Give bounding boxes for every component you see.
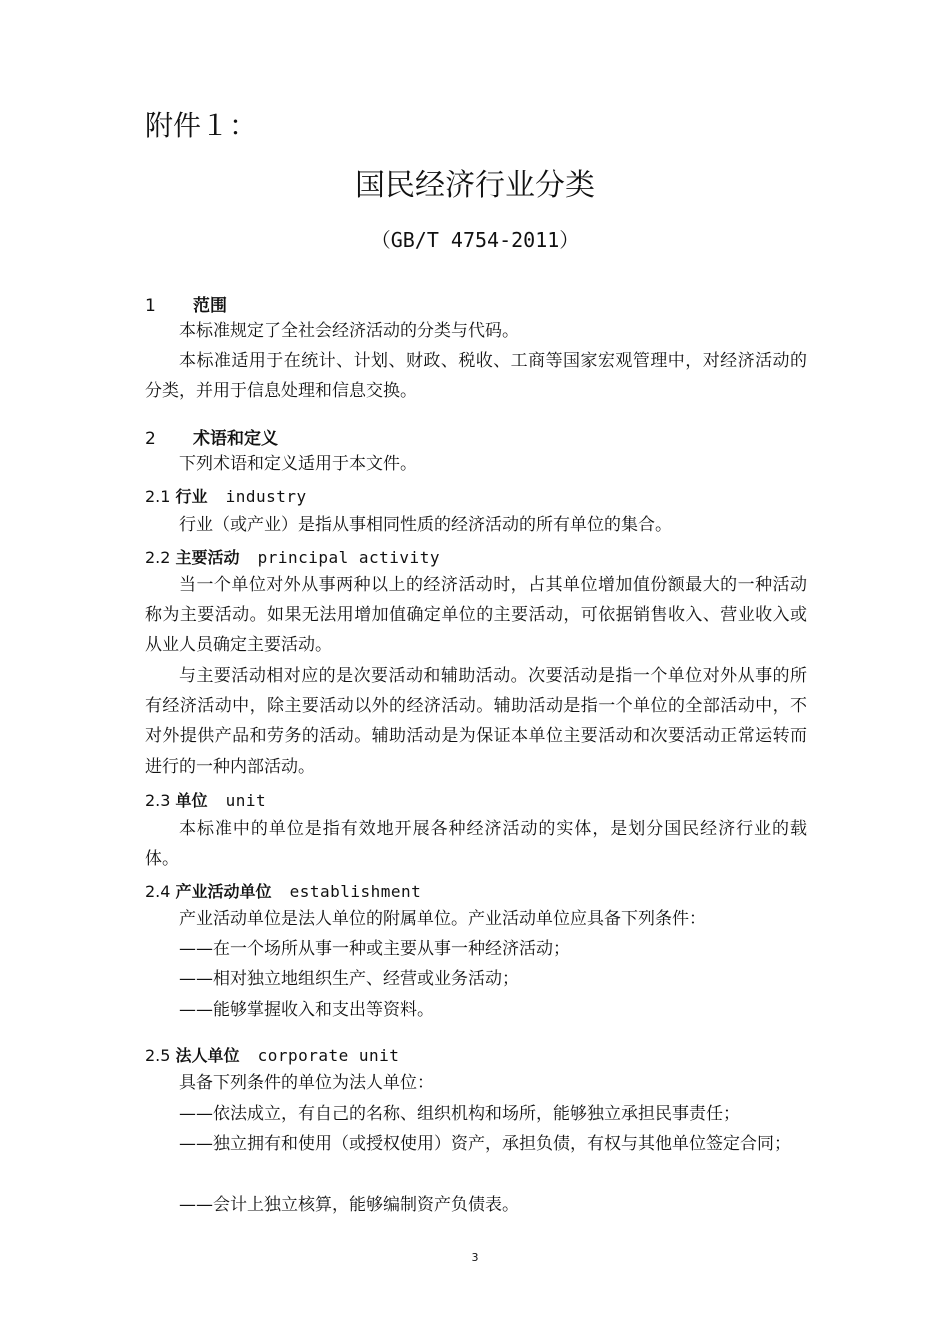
paragraph: 下列术语和定义适用于本文件。 (179, 454, 417, 474)
term-number: 2.3 (145, 791, 171, 810)
list-item: ——在一个场所从事一种或主要从事一种经济活动； (179, 939, 570, 959)
list-item: ——依法成立，有自己的名称、组织机构和场所，能够独立承担民事责任； (179, 1104, 740, 1124)
paragraph: 当一个单位对外从事两种以上的经济活动时，占其单位增加值份额最大的一种活动称为主要活动。如果无法用增加值确定单位的主要活动，可依据销售收入、营业收入或从业人员确定主要活动。 (145, 575, 807, 656)
section-number: 1 (145, 296, 156, 316)
document-title: 国民经济行业分类 (355, 168, 595, 203)
section-title: 范围 (193, 296, 227, 316)
list-item: ——能够掌握收入和支出等资料。 (179, 1000, 434, 1020)
term-heading-corporate-unit (145, 1043, 399, 1066)
section-1-heading (145, 291, 227, 316)
paragraph: 本标准适用于在统计、计划、财政、税收、工商等国家宏观管理中，对经济活动的分类，并用于信息处理和信息交换。 (145, 351, 807, 402)
term-number: 2.4 (145, 882, 171, 901)
term-cn: 行业 (175, 487, 208, 506)
term-cn: 产业活动单位 (175, 882, 272, 901)
paragraph: 本标准规定了全社会经济活动的分类与代码。 (179, 321, 519, 341)
term-number: 2.2 (145, 548, 171, 567)
term-heading-industry (145, 484, 307, 507)
term-heading-principal-activity (145, 545, 440, 568)
term-en: industry (225, 487, 307, 506)
paragraph: 行业（或产业）是指从事相同性质的经济活动的所有单位的集合。 (179, 515, 672, 535)
term-cn: 主要活动 (175, 548, 240, 567)
section-number: 2 (145, 429, 156, 449)
term-heading-establishment (145, 879, 421, 902)
section-title: 术语和定义 (193, 429, 278, 449)
paragraph: 具备下列条件的单位为法人单位： (179, 1073, 434, 1093)
term-en: principal activity (257, 548, 440, 567)
attachment-label: 附件１： (145, 109, 258, 142)
term-cn: 单位 (175, 791, 208, 810)
list-item: ——相对独立地组织生产、经营或业务活动； (179, 969, 519, 989)
list-item: ——会计上独立核算，能够编制资产负债表。 (179, 1195, 519, 1215)
page-number: 3 (471, 1251, 479, 1264)
paragraph: 与主要活动相对应的是次要活动和辅助活动。次要活动是指一个单位对外从事的所有经济活动中，除主要活动以外的经济活动。辅助活动是指一个单位的全部活动中，不对外提供产品和劳务的活动。辅助活动是为保证本单位主要活动和次要活动正常运转而进行的一种内部活动。 (145, 666, 807, 777)
term-en: corporate unit (257, 1046, 400, 1065)
standard-code: （GB/T 4754-2011） (370, 228, 580, 252)
list-item: ——独立拥有和使用（或授权使用）资产，承担负债，有权与其他单位签定合同； (179, 1134, 791, 1154)
term-en: unit (225, 791, 267, 810)
term-number: 2.1 (145, 487, 171, 506)
term-number: 2.5 (145, 1046, 171, 1065)
term-en: establishment (289, 882, 422, 901)
paragraph: 产业活动单位是法人单位的附属单位。产业活动单位应具备下列条件： (179, 909, 706, 929)
term-heading-unit (145, 788, 266, 811)
term-cn: 法人单位 (175, 1046, 240, 1065)
section-2-heading (145, 424, 278, 449)
paragraph: 本标准中的单位是指有效地开展各种经济活动的实体，是划分国民经济行业的载体。 (145, 819, 807, 870)
